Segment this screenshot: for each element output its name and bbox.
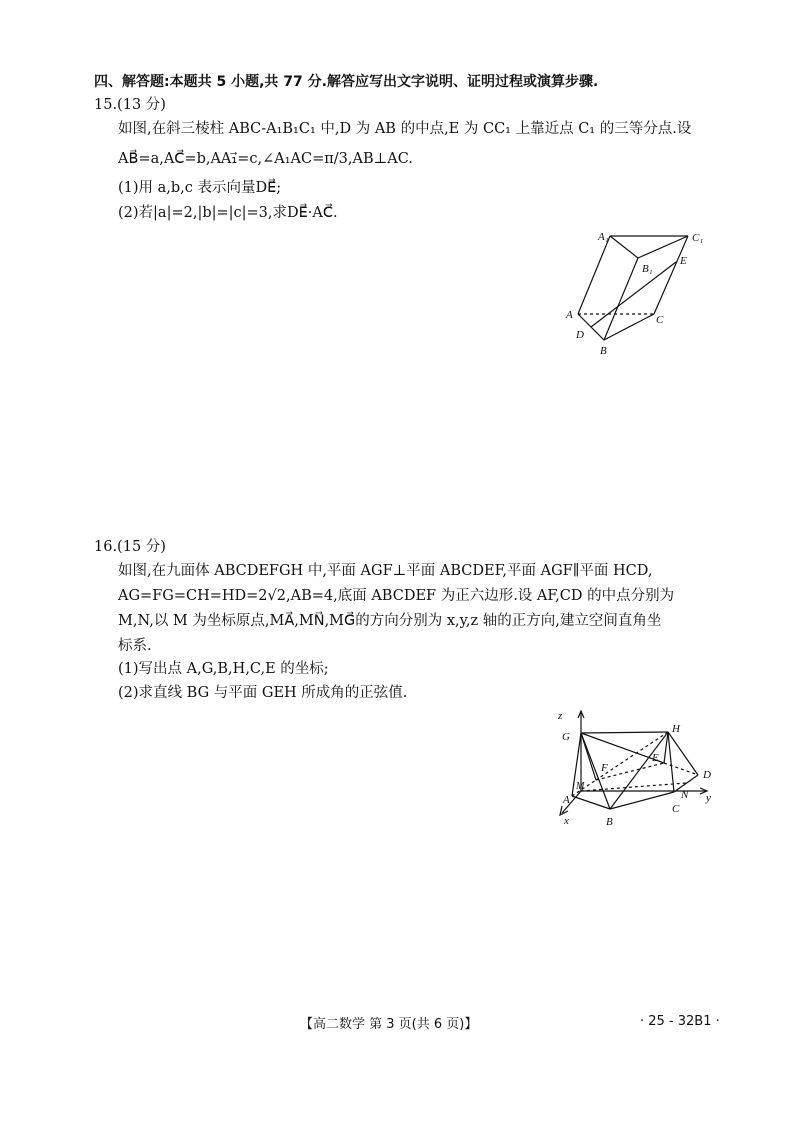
label-z: z [558,710,563,722]
label-m: M [576,781,585,792]
label-h: H [672,723,680,735]
edge-bc [610,792,674,809]
edge-bc [604,314,654,340]
label-e: E [680,255,687,267]
q15-prism-figure [560,222,720,362]
label-b1: B₁ [642,263,653,275]
edge-bb1 [604,258,638,340]
q15-line-4: (2)若|a|=2,|b|=|c|=3,求DE⃗·AC⃗. [118,205,338,221]
label-c: C [656,314,664,326]
edge-a1b1 [610,236,638,258]
q16-line-1: 如图,在九面体 ABCDEFGH 中,平面 AGF⊥平面 ABCDEF,平面 AGF∥平面 HCD, [118,563,653,579]
edge-hd [668,732,698,775]
edge-hc [668,732,674,792]
segment-mn-hidden [581,783,686,791]
label-g: G [562,731,570,743]
q16-line-2: AG=FG=CH=HD=2√2,AB=4,底面 ABCDEF 为正六边形.设 AF,CD 的中点分别为 [118,588,675,604]
q16-number: 16.(15 分) [94,539,166,555]
label-b: B [600,345,607,357]
footer-page-info: 【高二数学 第 3 页(共 6 页)】 [300,1017,478,1032]
q15-number: 15.(13 分) [94,97,166,113]
label-a1: A₁ [598,231,609,243]
edge-ab [572,796,610,809]
q16-line-3: M,N,以 M 为坐标原点,MA⃗,MN⃗,MG⃗的方向分别为 x,y,z 轴的正方向,建立空间直角坐 [118,613,662,629]
q16-line-4: 标系. [118,638,152,654]
label-a: A [563,794,570,806]
label-c: C [672,803,680,815]
footer-code: · 25 - 32B1 · [640,1014,720,1029]
label-b: B [606,816,613,828]
label-d: D [703,769,711,781]
section-heading: 四、解答题:本题共 5 小题,共 77 分.解答应写出文字说明、证明过程或演算步骤. [94,74,599,90]
q16-polyhedron-figure [548,705,728,835]
label-e: E [652,752,659,764]
edge-aa1 [578,236,610,314]
q16-line-6: (2)求直线 BG 与平面 GEH 所成角的正弦值. [118,685,408,701]
q15-line-3: (1)用 a,b,c 表示向量DE⃗; [118,180,282,196]
edge-hb [610,732,668,809]
label-x: x [564,815,569,827]
edge-gh [581,732,668,733]
label-c1: C₁ [692,232,704,244]
q16-line-5: (1)写出点 A,G,B,H,C,E 的坐标; [118,661,329,677]
q15-line-2: AB⃗=a,AC⃗=b,AA₁⃗=c,∠A₁AC=π/3,AB⊥AC. [118,151,413,167]
q15-line-1: 如图,在斜三棱柱 ABC-A₁B₁C₁ 中,D 为 AB 的中点,E 为 CC₁ 上靠近点 C₁ 的三等分点.设 [118,121,692,137]
label-f: F [601,762,608,774]
edge-ed-hidden [664,763,698,775]
label-n: N [681,789,689,801]
label-a: A [566,309,573,321]
label-d: D [576,329,584,341]
label-y: y [706,792,711,804]
